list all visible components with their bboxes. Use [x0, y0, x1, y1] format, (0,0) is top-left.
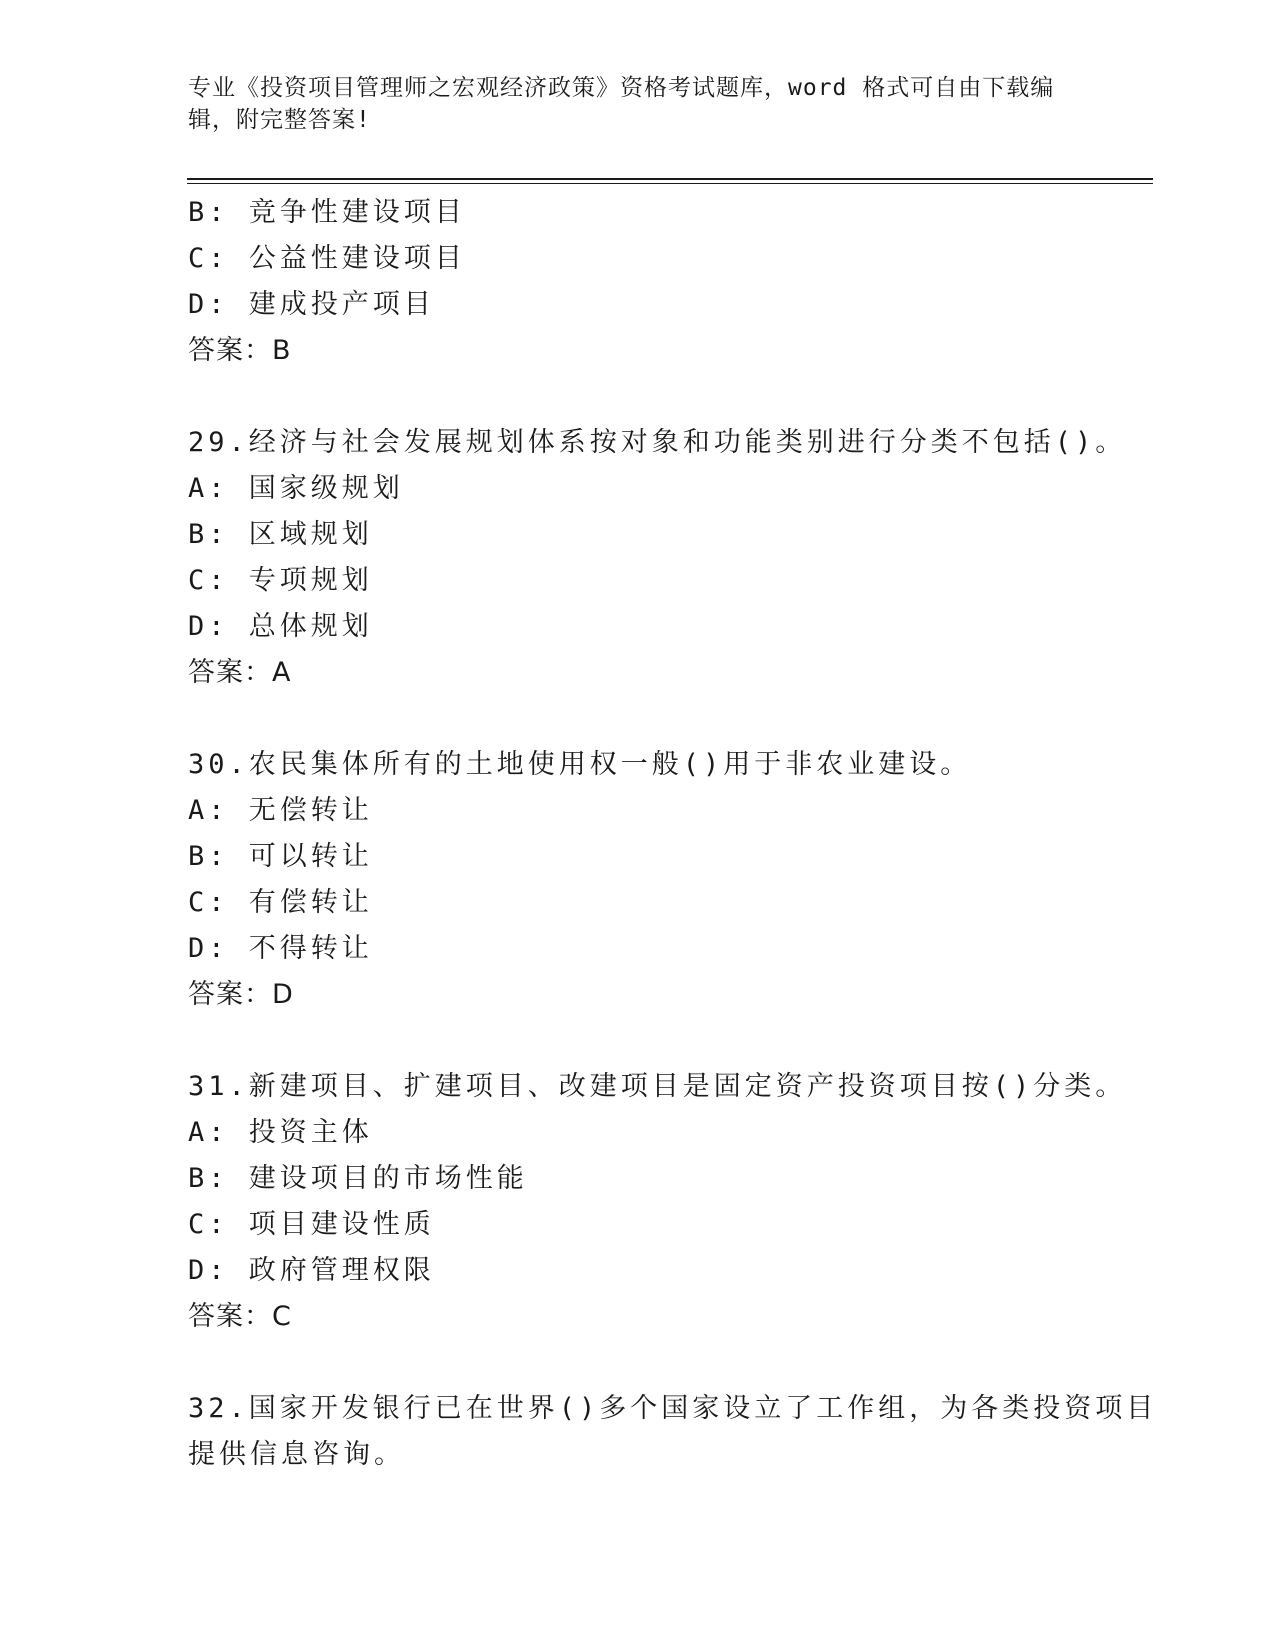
option-c: C: 公益性建设项目	[188, 243, 466, 274]
question-stem: 29.经济与社会发展规划体系按对象和功能类别进行分类不包括()。	[188, 427, 1127, 458]
question-block-30	[188, 742, 1108, 1018]
option-a: A: 无偿转让	[188, 795, 373, 826]
option-b: B: 建设项目的市场性能	[188, 1163, 528, 1194]
option-d: D: 总体规划	[188, 611, 373, 642]
answer-line: 答案：A	[188, 657, 292, 688]
header-divider-thin	[187, 183, 1153, 184]
question-block-28	[188, 190, 1108, 374]
question-block-29	[188, 420, 1127, 696]
option-d: D: 不得转让	[188, 933, 373, 964]
document-header	[188, 72, 1088, 136]
option-b: B: 可以转让	[188, 841, 373, 872]
answer-line: 答案：D	[188, 979, 294, 1010]
answer-line: 答案：C	[188, 1301, 292, 1332]
header-line-2: 辑，附完整答案!	[188, 107, 371, 133]
option-c: C: 有偿转让	[188, 887, 373, 918]
option-a: A: 投资主体	[188, 1117, 373, 1148]
question-stem-line-1: 32.国家开发银行已在世界()多个国家设立了工作组，为各类投资项目	[188, 1393, 1158, 1424]
option-c: C: 项目建设性质	[188, 1209, 435, 1240]
option-b: B: 区域规划	[188, 519, 373, 550]
header-line-1: 专业《投资项目管理师之宏观经济政策》资格考试题库，word 格式可自由下载编	[188, 75, 1055, 101]
option-a: A: 国家级规划	[188, 473, 404, 504]
question-list	[188, 190, 1158, 1478]
header-divider	[187, 178, 1153, 180]
option-c: C: 专项规划	[188, 565, 373, 596]
question-block-32	[188, 1386, 1158, 1478]
option-b: B: 竞争性建设项目	[188, 197, 466, 228]
question-block-31	[188, 1064, 1127, 1340]
question-stem: 30.农民集体所有的土地使用权一般()用于非农业建设。	[188, 749, 972, 780]
answer-line: 答案：B	[188, 335, 292, 366]
question-stem: 31.新建项目、扩建项目、改建项目是固定资产投资项目按()分类。	[188, 1071, 1127, 1102]
option-d: D: 政府管理权限	[188, 1255, 435, 1286]
question-stem-line-2: 提供信息咨询。	[188, 1439, 405, 1470]
option-d: D: 建成投产项目	[188, 289, 435, 320]
